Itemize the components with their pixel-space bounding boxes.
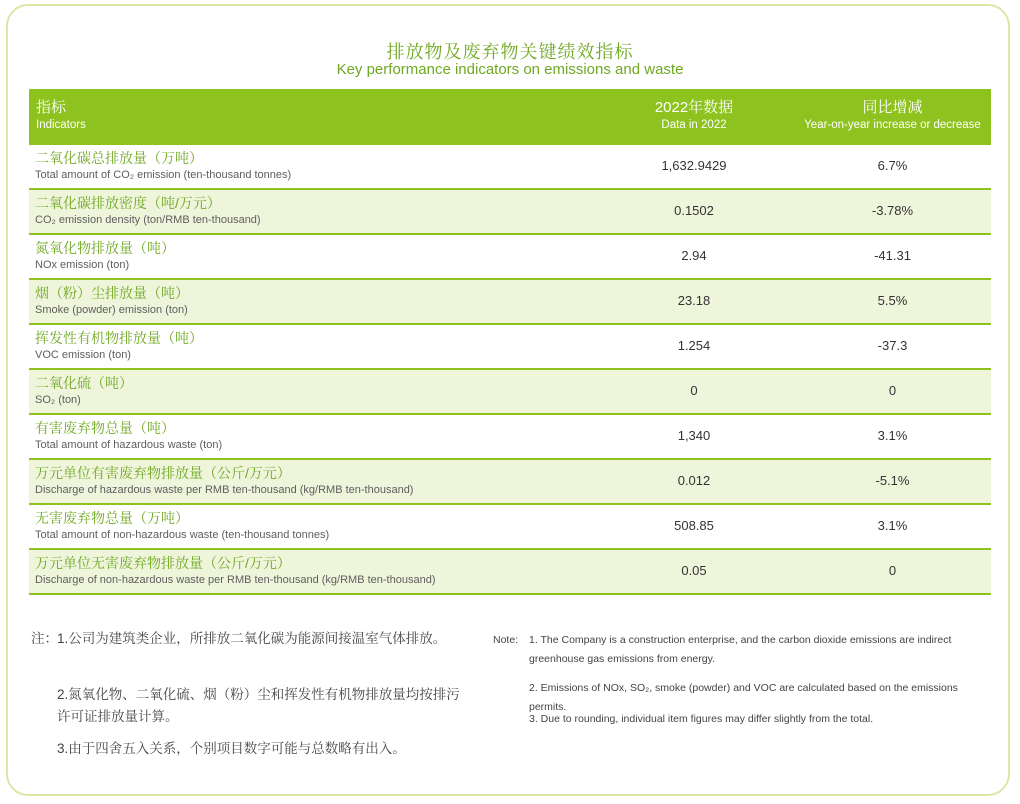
indicator-name: 无害废弃物总量（万吨） Total amount of non-hazardous waste (ten-thousand tonnes) bbox=[35, 510, 330, 541]
note-item-en: 1. The Company is a construction enterprise, and the carbon dioxide emissions are indirect greenhouse gas emissions from energy. bbox=[529, 634, 952, 665]
indicator-name: 烟（粉）尘排放量（吨） Smoke (powder) emission (ton) bbox=[35, 285, 189, 316]
note-item-en: 3. Due to rounding, individual item figures may differ slightly from the total. bbox=[529, 713, 874, 725]
header-yoy-change: 同比增减 Year-on-year increase or decrease bbox=[804, 99, 981, 131]
table-row bbox=[29, 415, 991, 460]
value-2022: 508.85 bbox=[674, 518, 714, 533]
title-chinese: 排放物及废弃物关键绩效指标 bbox=[386, 42, 634, 62]
yoy-change: 0 bbox=[888, 563, 897, 578]
yoy-change: 3.1% bbox=[877, 518, 908, 533]
note-item-en: 2. Emissions of NOx, SO₂, smoke (powder) and VOC are calculated based on the emissions permits. bbox=[529, 682, 958, 713]
indicator-name: 氮氧化物排放量（吨） NOx emission (ton) bbox=[35, 240, 175, 271]
yoy-change: -41.31 bbox=[874, 248, 911, 263]
table-row bbox=[29, 460, 991, 505]
table-row bbox=[29, 190, 991, 235]
indicator-name: 万元单位有害废弃物排放量（公斤/万元） Discharge of hazardous waste per RMB ten-thousand (kg/RMB ten-thousand) bbox=[35, 465, 414, 496]
indicator-name: 二氧化碳排放密度（吨/万元） CO₂ emission density (ton/RMB ten-thousand) bbox=[35, 195, 261, 226]
indicator-name: 挥发性有机物排放量（吨） VOC emission (ton) bbox=[35, 330, 203, 361]
yoy-change: -5.1% bbox=[875, 473, 910, 488]
table-row bbox=[29, 235, 991, 280]
yoy-change: 5.5% bbox=[877, 293, 908, 308]
yoy-change: -3.78% bbox=[871, 203, 914, 218]
value-2022: 1,632.9429 bbox=[661, 158, 727, 173]
header-indicators: 指标 Indicators bbox=[36, 99, 86, 131]
indicator-name: 二氧化硫（吨） SO₂ (ton) bbox=[35, 375, 133, 406]
table-row bbox=[29, 550, 991, 595]
yoy-change: 6.7% bbox=[877, 158, 908, 173]
value-2022: 2.94 bbox=[681, 248, 707, 263]
note-item-zh: 3.由于四舍五入关系，个别项目数字可能与总数略有出入。 bbox=[57, 741, 406, 756]
value-2022: 1,340 bbox=[677, 428, 711, 443]
yoy-change: -37.3 bbox=[877, 338, 908, 353]
table-row bbox=[29, 145, 991, 190]
table-row bbox=[29, 370, 991, 415]
table-row bbox=[29, 505, 991, 550]
yoy-change: 0 bbox=[888, 383, 897, 398]
table-header bbox=[29, 89, 991, 145]
indicator-name: 万元单位无害废弃物排放量（公斤/万元） Discharge of non-hazardous waste per RMB ten-thousand (kg/RMB ten-thousand) bbox=[35, 555, 436, 586]
value-2022: 0 bbox=[690, 383, 698, 398]
table-row bbox=[29, 325, 991, 370]
note-item-zh: 2.氮氧化物、二氧化硫、烟（粉）尘和挥发性有机物排放量均按排污许可证排放量计算。 bbox=[57, 687, 460, 724]
value-2022: 0.012 bbox=[677, 473, 711, 488]
value-2022: 0.1502 bbox=[674, 203, 714, 218]
indicator-name: 有害废弃物总量（吨） Total amount of hazardous waste (ton) bbox=[35, 420, 223, 451]
indicator-name: 二氧化碳总排放量（万吨） Total amount of CO₂ emission (ten-thousand tonnes) bbox=[35, 150, 292, 181]
note-item-zh: 1.公司为建筑类企业，所排放二氧化碳为能源间接温室气体排放。 bbox=[57, 631, 447, 646]
title-english: Key performance indicators on emissions and waste bbox=[336, 61, 684, 78]
header-data-2022: 2022年数据 Data in 2022 bbox=[654, 99, 734, 131]
value-2022: 1.254 bbox=[677, 338, 711, 353]
yoy-change: 3.1% bbox=[877, 428, 908, 443]
value-2022: 23.18 bbox=[677, 293, 711, 308]
kpi-table bbox=[29, 89, 991, 595]
notes-label-en: Note: bbox=[493, 634, 519, 646]
notes-label-zh: 注： bbox=[31, 631, 58, 646]
value-2022: 0.05 bbox=[681, 563, 707, 578]
table-row bbox=[29, 280, 991, 325]
